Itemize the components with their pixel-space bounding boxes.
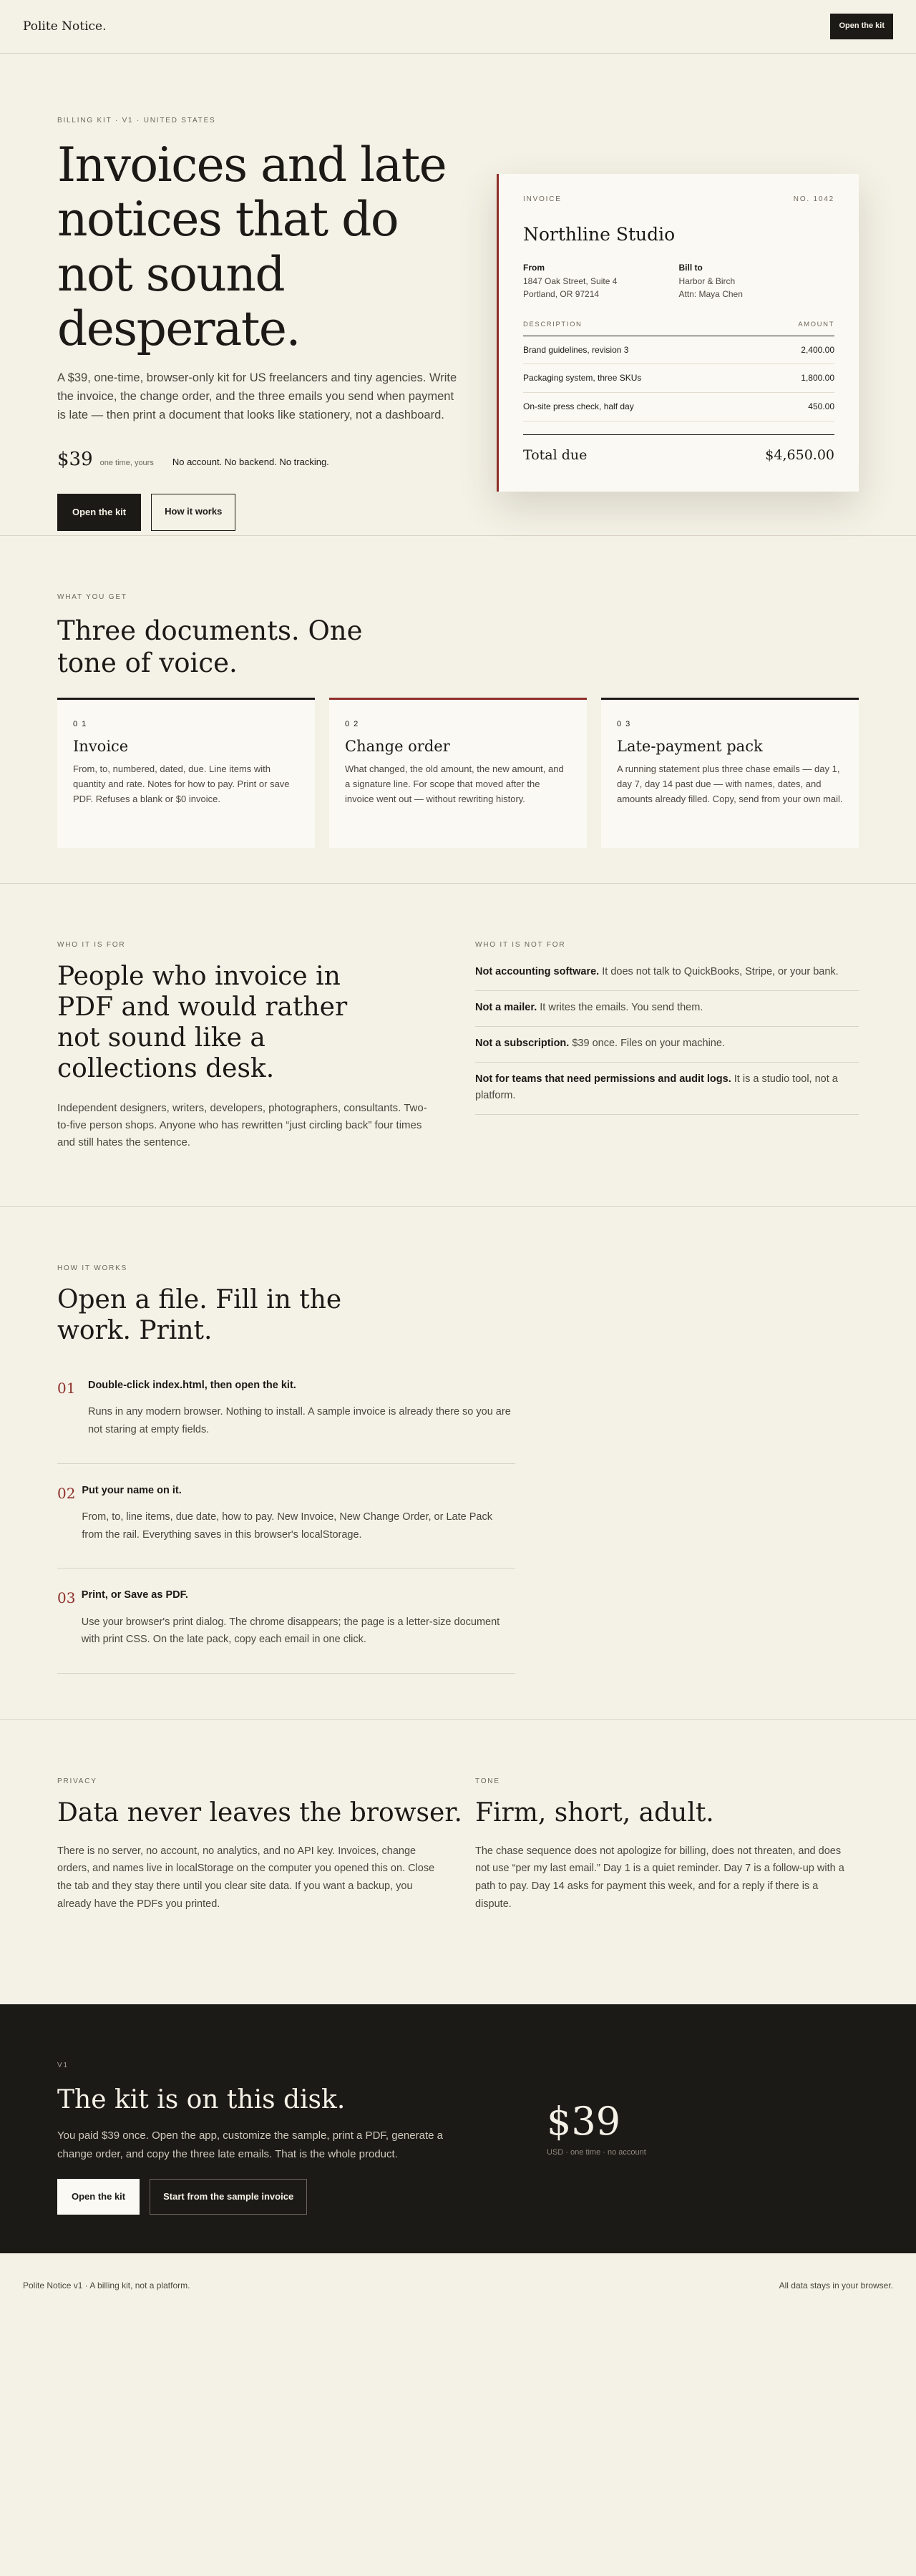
- tone-title: Firm, short, adult.: [475, 1797, 714, 1828]
- final-copy: [57, 2060, 547, 2253]
- hero-section: [0, 54, 916, 536]
- step-item: [57, 1367, 515, 1464]
- hero-copy: [57, 115, 458, 531]
- how-title: Open a file. Fill in the work. Print.: [57, 1284, 342, 1345]
- step-body: [88, 1377, 515, 1439]
- card-text: From, to, numbered, dated, due. Line items with quantity and rate. Notes for how to pay. Print or save PDF. Refuses a blank or $0 invoice.: [73, 763, 290, 804]
- invoice-bill-line1: Harbor & Birch: [678, 275, 736, 286]
- card-title: Change order: [345, 737, 450, 755]
- invoice-bill-label: Bill to: [678, 263, 703, 273]
- sample-invoice-card: [497, 174, 859, 492]
- invoice-col-description: DESCRIPTION: [523, 321, 583, 329]
- docs-title: Three documents. One tone of voice.: [57, 615, 363, 678]
- invoice-total-label: Total due: [523, 447, 588, 463]
- step-number: 02: [57, 1484, 76, 1502]
- not-for-list: [475, 961, 859, 1116]
- invoice-from-line2: Portland, OR 97214: [523, 289, 600, 300]
- list-item: [475, 991, 859, 1027]
- privacy-eyebrow: PRIVACY: [57, 1777, 97, 1785]
- footer-right-text: All data stays in your browser.: [779, 2280, 893, 2290]
- docs-eyebrow: WHAT YOU GET: [57, 593, 127, 601]
- hero-lede: A $39, one-time, browser-only kit for US freelancers and tiny agencies. Write the invoice, the change order, and the three emails you send when payment is late — then print a document that looks like stationery, not a dashboard.: [57, 371, 457, 422]
- for-text: Independent designers, writers, developers, photographers, consultants. Two-to-five person shops. Anyone who has rewritten “just circling back” four times and still hates the sentence.: [57, 1102, 427, 1149]
- item-bold: Not for teams that need permissions and audit logs.: [475, 1073, 731, 1085]
- step-body: [82, 1483, 515, 1544]
- footer-left-text: Polite Notice v1 · A billing kit, not a platform.: [23, 2280, 190, 2290]
- item-bold: Not a subscription.: [475, 1037, 570, 1049]
- audience-not-for: [475, 940, 859, 1206]
- not-for-eyebrow: WHO IT IS NOT FOR: [475, 941, 566, 949]
- final-price: [547, 2060, 646, 2253]
- document-cards: [57, 698, 859, 848]
- final-price-amount: $39: [547, 2099, 621, 2144]
- table-row: [523, 364, 834, 393]
- header-open-kit-button[interactable]: Open the kit: [830, 14, 893, 39]
- privacy-title: Data never leaves the browser.: [57, 1797, 462, 1828]
- documents-section: [0, 536, 916, 884]
- hero-tagline: No account. No backend. No tracking.: [172, 456, 329, 467]
- hero-price: $39: [57, 448, 93, 470]
- line-description: Packaging system, three SKUs: [523, 373, 642, 384]
- item-bold: Not a mailer.: [475, 1001, 537, 1013]
- invoice-header: [523, 194, 834, 205]
- step-text: Use your browser's print dialog. The chrome disappears; the page is a letter-size document with print CSS. On the late pack, copy each email in one click.: [81, 1616, 500, 1646]
- item-text: It writes the emails. You send them.: [537, 1001, 703, 1013]
- site-header: [0, 0, 916, 54]
- site-footer: [0, 2253, 916, 2318]
- step-body: [82, 1587, 515, 1649]
- item-text: $39 once. Files on your machine.: [569, 1037, 725, 1049]
- item-text: It does not talk to QuickBooks, Stripe, or your bank.: [599, 965, 839, 977]
- invoice-from-label: From: [523, 263, 545, 273]
- final-cta-row: [57, 2179, 547, 2215]
- invoice-from-line1: 1847 Oak Street, Suite 4: [523, 275, 618, 286]
- tone-eyebrow: TONE: [475, 1777, 500, 1785]
- privacy-block: [57, 1776, 475, 2004]
- steps-list: [57, 1367, 515, 1674]
- invoice-bill-to: [679, 261, 835, 301]
- invoice-number: NO. 1042: [793, 195, 834, 203]
- card-number: 0 3: [617, 719, 631, 728]
- hero-how-it-works-button[interactable]: How it works: [151, 494, 235, 531]
- start-sample-button[interactable]: Start from the sample invoice: [150, 2179, 307, 2215]
- final-price-note: USD · one time · no account: [547, 2148, 646, 2157]
- step-item: [57, 1568, 515, 1674]
- step-text: Runs in any modern browser. Nothing to install. A sample invoice is already there so you are not staring at empty fields.: [87, 1406, 511, 1435]
- invoice-from: [523, 261, 679, 301]
- invoice-total-row: [523, 434, 834, 466]
- how-it-works-section: [0, 1207, 916, 1720]
- invoice-studio-name: Northline Studio: [523, 223, 676, 245]
- hero-price-note: one time, yours: [99, 458, 154, 467]
- final-eyebrow: V1: [57, 2062, 69, 2069]
- list-item: [475, 961, 859, 991]
- card-late-payment-pack: [601, 698, 859, 848]
- invoice-parties: [523, 261, 834, 301]
- line-amount: 1,800.00: [801, 373, 834, 384]
- list-item: [475, 1027, 859, 1063]
- card-text: What changed, the old amount, the new amount, and a signature line. For scope that moved after the invoice went out — without rewriting history.: [345, 763, 564, 804]
- item-text: It is a studio tool, not a platform.: [475, 1073, 838, 1102]
- invoice-bill-line2: Attn: Maya Chen: [678, 289, 743, 300]
- line-description: On-site press check, half day: [523, 401, 634, 411]
- step-number: 03: [57, 1589, 76, 1607]
- card-invoice: [57, 698, 315, 848]
- hero-title: Invoices and late notices that do not sound desperate.: [57, 137, 447, 357]
- step-number: 01: [57, 1379, 76, 1397]
- hero-eyebrow: BILLING KIT · V1 · UNITED STATES: [57, 117, 216, 125]
- audience-for: [57, 940, 475, 1206]
- step-title: Put your name on it.: [82, 1484, 182, 1496]
- card-title: Invoice: [73, 737, 129, 755]
- privacy-text: There is no server, no account, no analytics, and no API key. Invoices, change orders, and names live in localStorage on the computer you opened this on. Close the tab and they stay there until you clear site data. If you want a backup, you already have the PDFs you printed.: [57, 1845, 435, 1910]
- line-description: Brand guidelines, revision 3: [523, 344, 629, 355]
- tone-text: The chase sequence does not apologize for billing, does not threaten, and does not use “per my last email.” Day 1 is a quiet reminder. Day 7 is a follow-up with a path to pay. Day 14 asks for payment this week, and for a reply if there is a dispute.: [475, 1845, 844, 1910]
- final-text: You paid $39 once. Open the app, customize the sample, print a PDF, generate a change order, and copy the three late emails. That is the whole product.: [57, 2129, 443, 2160]
- invoice-label: INVOICE: [523, 195, 562, 203]
- hero-price-row: [57, 445, 458, 474]
- hero-cta-row: [57, 494, 458, 531]
- how-eyebrow: HOW IT WORKS: [57, 1264, 128, 1272]
- table-row: [523, 336, 834, 365]
- final-open-kit-button[interactable]: Open the kit: [57, 2179, 140, 2215]
- card-change-order: [329, 698, 587, 848]
- hero-open-kit-button[interactable]: Open the kit: [57, 494, 141, 531]
- line-amount: 450.00: [808, 401, 834, 411]
- invoice-total-amount: $4,650.00: [765, 447, 834, 463]
- step-title: Print, or Save as PDF.: [81, 1589, 188, 1601]
- card-text: A running statement plus three chase emails — day 1, day 7, day 14 past due — with names, dates, and amounts already filled. Copy, send from your own mail.: [617, 763, 843, 804]
- for-title: People who invoice in PDF and would rather not sound like a collections desk.: [57, 961, 348, 1084]
- step-item: [57, 1464, 515, 1569]
- final-title: The kit is on this disk.: [57, 2084, 346, 2114]
- card-number: 0 1: [73, 719, 87, 728]
- audience-section: [0, 884, 916, 1207]
- table-row: [523, 393, 834, 421]
- tone-block: [475, 1776, 859, 2004]
- step-text: From, to, line items, due date, how to pay. New Invoice, New Change Order, or Late Pack from the rail. Everything saves in this browser's localStorage.: [82, 1511, 492, 1541]
- for-eyebrow: WHO IT IS FOR: [57, 941, 126, 949]
- item-bold: Not accounting software.: [475, 965, 600, 977]
- step-title: Double-click index.html, then open the kit.: [87, 1379, 296, 1391]
- invoice-table-header: [523, 320, 834, 336]
- list-item: [475, 1063, 859, 1115]
- final-cta-section: [0, 2004, 916, 2253]
- brand-logo[interactable]: Polite Notice.: [23, 19, 107, 34]
- line-amount: 2,400.00: [801, 344, 834, 355]
- card-title: Late-payment pack: [617, 737, 763, 755]
- card-number: 0 2: [345, 719, 359, 728]
- invoice-col-amount: AMOUNT: [798, 321, 834, 329]
- privacy-tone-section: [0, 1720, 916, 2004]
